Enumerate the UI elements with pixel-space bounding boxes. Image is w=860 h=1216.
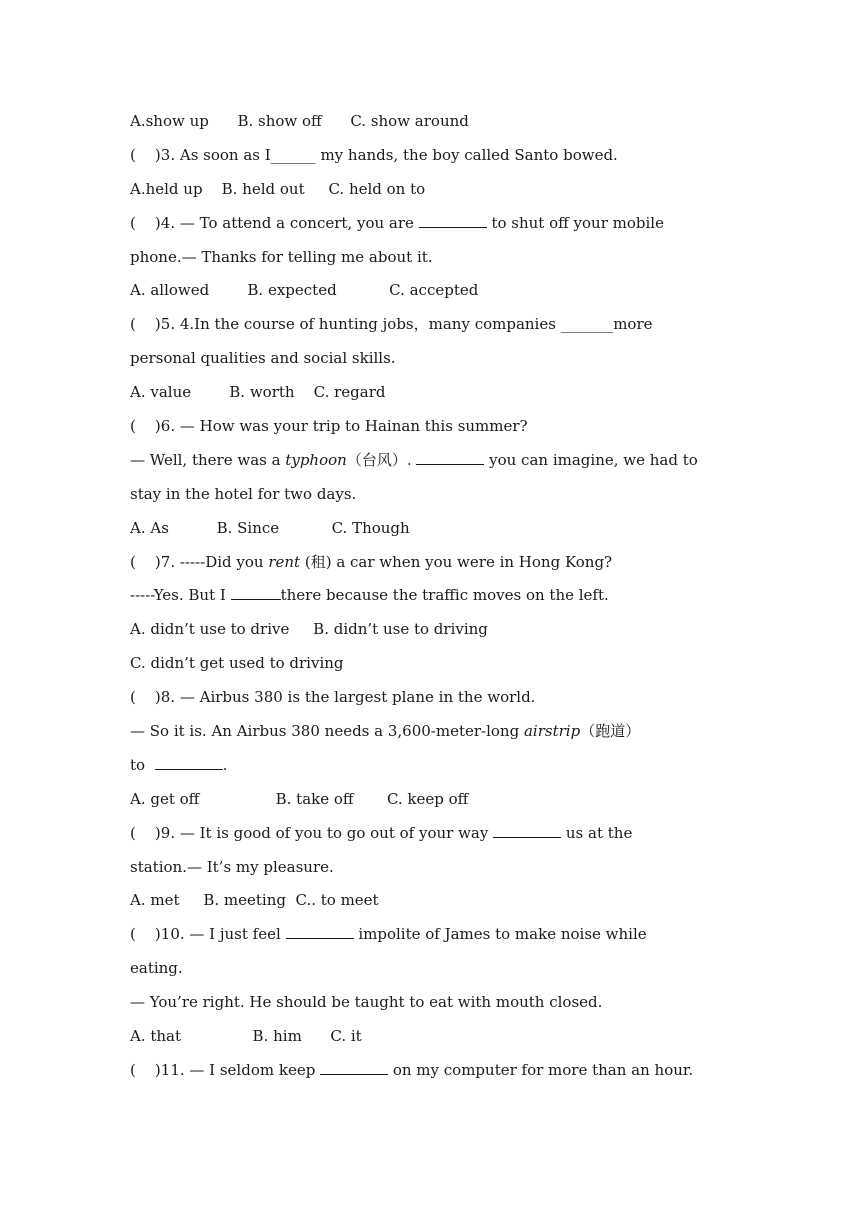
q8-question-line-3 — [130, 749, 740, 783]
q9-question-line-2: station.— It’s my pleasure. — [130, 857, 334, 876]
q6-italic-word: typhoon — [285, 450, 347, 469]
q3-question: ( )3. As soon as I______ my hands, the boy called Santo bowed. — [130, 145, 618, 164]
q8-text-b: （跑道） — [580, 722, 641, 741]
worksheet-page — [130, 105, 740, 1088]
q4-text-b: to shut off your mobile — [486, 213, 664, 232]
q10-text-b: impolite of James to make noise while — [353, 925, 647, 944]
q4-text-a: ( )4. — To attend a concert, you are — [130, 213, 419, 232]
q4-options: A. allowed B. expected C. accepted — [130, 281, 479, 300]
q2-options: A.show up B. show off C. show around — [130, 112, 469, 130]
q6-text-a: — Well, there was a — [130, 450, 286, 469]
q7-options-line-2: C. didn’t get used to driving — [130, 654, 344, 673]
answer-blank — [416, 450, 484, 465]
q8-question-line-1: ( )8. — Airbus 380 is the largest plane in the world. — [130, 688, 536, 707]
q11-question-line-1 — [130, 1054, 740, 1088]
q4-question-line-2: phone.— Thanks for telling me about it. — [130, 247, 433, 266]
q9-text-a: ( )9. — It is good of you to go out of your way — [130, 823, 494, 842]
q6-question-line-2 — [130, 444, 740, 478]
q4-question-line-1 — [130, 207, 740, 241]
q5-question-line-2: personal qualities and social skills. — [130, 349, 396, 368]
answer-blank — [155, 755, 223, 770]
q11-text-b: on my computer for more than an hour. — [388, 1060, 694, 1079]
q6-text-c: you can imagine, we had to — [484, 450, 698, 469]
q5-question-line-1: ( )5. 4.In the course of hunting jobs，many companies _______more — [130, 315, 653, 334]
q6-question-line-1: ( )6. — How was your trip to Hainan this summer? — [130, 417, 528, 436]
answer-blank — [419, 213, 487, 228]
q10-question-line-1 — [130, 918, 740, 952]
q9-question-line-1 — [130, 817, 740, 851]
q8-question-line-2 — [130, 715, 740, 749]
q7-question-line-2 — [130, 579, 740, 613]
q10-question-line-2: eating. — [130, 959, 183, 978]
answer-blank — [320, 1060, 388, 1075]
q10-text-a: ( )10. — I just feel — [130, 925, 286, 944]
answer-blank — [493, 823, 561, 838]
q6-options: A. As B. Since C. Though — [130, 518, 410, 537]
q7-italic-word: rent — [268, 552, 301, 571]
q8-text-a: — So it is. An Airbus 380 needs a 3,600-meter-long — [130, 722, 524, 741]
q10-options: A. that B. him C. it — [130, 1027, 362, 1046]
q3-options: A.held up B. held out C. held on to — [130, 179, 426, 198]
q8-options: A. get off B. take off C. keep off — [130, 789, 469, 808]
q6-text-b: （台风）. — [346, 450, 417, 469]
q9-options: A. met B. meeting C.. to meet — [130, 891, 379, 910]
q9-text-b: us at the — [561, 823, 633, 842]
q6-question-line-3: stay in the hotel for two days. — [130, 484, 357, 503]
q8-italic-word: airstrip — [523, 722, 581, 741]
q7-text-a: ( )7. -----Did you — [130, 552, 269, 571]
q11-text-a: ( )11. — I seldom keep — [130, 1060, 321, 1079]
answer-blank — [286, 924, 354, 939]
q7-text-c: -----Yes. But I — [130, 586, 231, 605]
q7-text-d: there because the traffic moves on the left. — [280, 586, 609, 605]
q8-text-d: . — [222, 755, 228, 774]
q8-text-c: to — [130, 755, 155, 774]
q7-question-line-1 — [130, 546, 740, 580]
q5-options: A. value B. worth C. regard — [130, 383, 386, 402]
q10-question-line-3: — You’re right. He should be taught to eat with mouth closed. — [130, 993, 603, 1012]
answer-blank — [231, 585, 281, 600]
q7-options-line-1: A. didn’t use to drive B. didn’t use to driving — [130, 620, 488, 639]
q7-text-b: (租) a car when you were in Hong Kong? — [300, 552, 613, 571]
